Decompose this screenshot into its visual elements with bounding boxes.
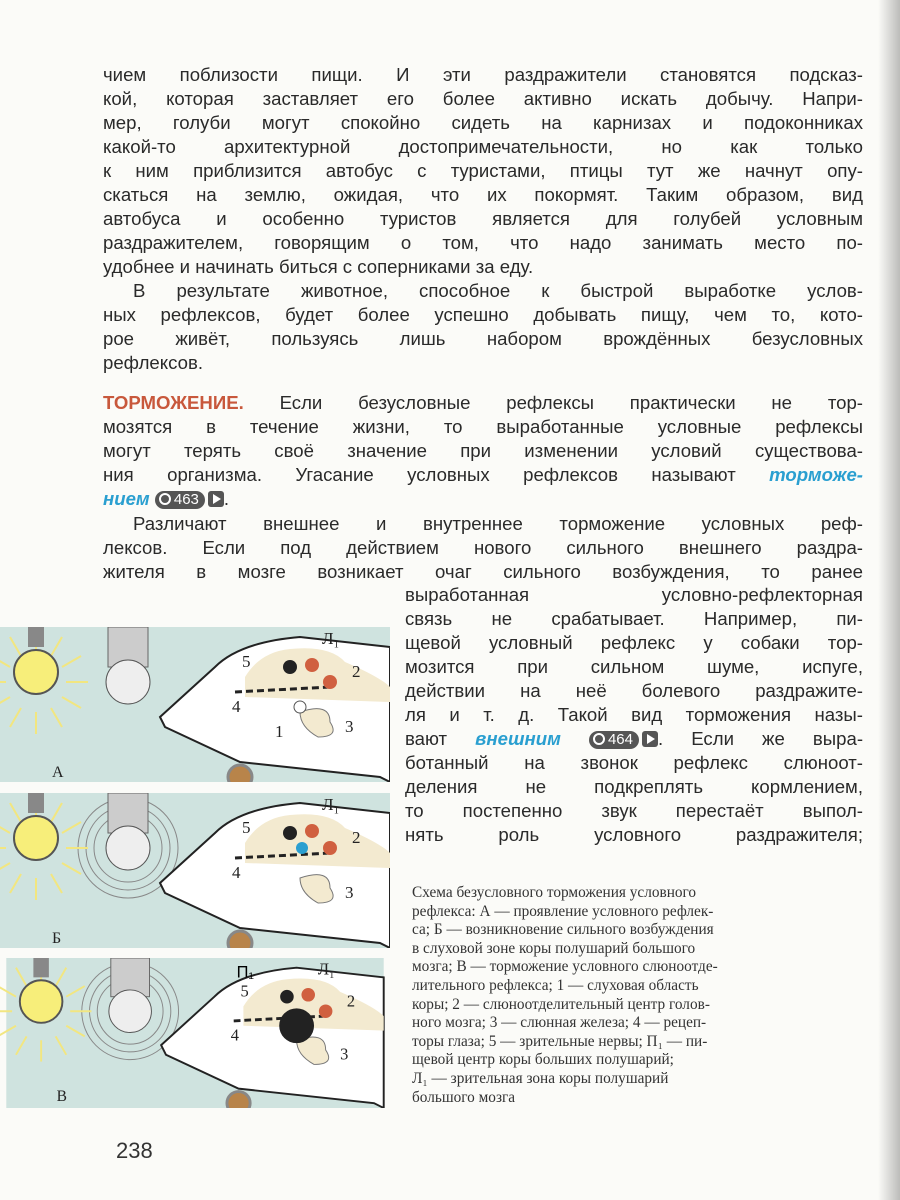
- text-line: удобнее и начинать биться с соперниками за еду.: [103, 256, 534, 277]
- label-5: 5: [242, 818, 251, 837]
- text-line: выработанная условно-рефлекторная: [405, 584, 863, 605]
- reference-badge[interactable]: [589, 731, 639, 749]
- figure-caption: [412, 884, 862, 1107]
- text-line: Различают внешнее и внутреннее торможение условных реф-: [133, 513, 863, 534]
- caption-line: в слуховой зоне коры полушарий большого: [412, 939, 696, 957]
- text-line: нять роль условного раздражителя;: [405, 824, 863, 845]
- caption-line: большого мозга: [412, 1088, 516, 1106]
- text-line: чием поблизости пищи. И эти раздражители становятся подсказ-: [103, 64, 863, 85]
- text-line: какой-то архитектурной достопримечательности, но как только: [103, 136, 863, 157]
- play-icon[interactable]: [642, 731, 658, 747]
- label-2: 2: [352, 828, 361, 847]
- label-l1: Л₁: [317, 959, 335, 979]
- label-3: 3: [340, 1044, 349, 1064]
- text-line: связь не срабатывает. Например, пи-: [405, 608, 863, 629]
- caption-line: Схема безусловного торможения условного: [412, 884, 697, 901]
- label-4: 4: [232, 863, 241, 882]
- text: вают: [405, 728, 448, 749]
- text: .: [223, 488, 230, 509]
- label-4: 4: [232, 697, 241, 716]
- disc-icon: [593, 733, 605, 745]
- food-center-excitation: [279, 1008, 314, 1043]
- text-line: ля и т. д. Такой вид торможения назы-: [405, 704, 863, 725]
- ref-number: 464: [607, 731, 633, 748]
- text-line: скаться на землю, ожидая, что их покормят. Таким образом, вид: [103, 184, 863, 205]
- text-line: В результате животное, способное к быстрой выработке услов-: [133, 280, 863, 301]
- caption-line: торы глаза; 5 — зрительные нервы; П₁ — пи-: [412, 1032, 708, 1050]
- text-line: ных рефлексов, будет более успешно добывать пищу, чем то, кото-: [103, 304, 863, 325]
- label-3: 3: [345, 883, 354, 902]
- text-line: [103, 487, 863, 511]
- text: ния организма. Угасание условных рефлексов называют: [103, 464, 736, 485]
- caption-line: рефлекса: А — проявление условного рефлек-: [412, 902, 714, 920]
- term-link[interactable]: нием: [103, 488, 150, 509]
- text: Если безусловные рефлексы практически не тор-: [279, 392, 863, 413]
- page-number: 238: [116, 1138, 153, 1163]
- term-link[interactable]: торможе-: [769, 464, 863, 485]
- label-p1: П₁: [236, 963, 254, 982]
- caption-line: мозга; В — торможение условного слюноотде-: [412, 958, 718, 976]
- label-l1: Л₁: [322, 795, 340, 814]
- caption-line: лительного рефлекса; 1 — слуховая область: [412, 976, 699, 994]
- label-2: 2: [352, 662, 361, 681]
- caption-line: са; Б — возникновение сильного возбуждения: [412, 921, 714, 939]
- text-line: то постепенно звук перестаёт выпол-: [405, 800, 863, 821]
- caption-line: коры; 2 — слюноотделительный центр голов-: [412, 995, 710, 1013]
- label-2: 2: [346, 991, 356, 1011]
- panel-letter: В: [56, 1088, 67, 1106]
- page-gutter-shadow: [878, 0, 900, 1200]
- text-line: щевой условный рефлекс у собаки тор-: [405, 632, 863, 653]
- text-line: мозится при сильном шуме, испуге,: [405, 656, 863, 677]
- label-5: 5: [240, 981, 249, 1001]
- figure-panel-0: [0, 627, 390, 787]
- label-4: 4: [230, 1025, 240, 1045]
- text-line: жителя в мозге возникает очаг сильного возбуждения, то ранее: [103, 561, 863, 582]
- bell-icon: [106, 627, 150, 704]
- section-heading: ТОРМОЖЕНИЕ.: [103, 392, 244, 413]
- text-line: деления не подкреплять кормлением,: [405, 776, 863, 797]
- disc-icon: [159, 493, 171, 505]
- figure-panel-1: [0, 793, 390, 953]
- text-line: действии на неё болевого раздражите-: [405, 680, 863, 701]
- text-line: [405, 727, 863, 751]
- text-line: рое живёт, пользуясь лишь набором врождённых безусловных: [103, 328, 863, 349]
- label-3: 3: [345, 717, 354, 736]
- label-l1: Л₁: [322, 629, 340, 648]
- text-line: к ним приблизится автобус с туристами, птицы тут же начнут опу-: [103, 160, 863, 181]
- text-line: рефлексов.: [103, 352, 203, 373]
- text-line: раздражителем, говорящим о том, что надо занимать место по-: [103, 232, 863, 253]
- text-line: мозятся в течение жизни, то выработанные условные рефлексы: [103, 416, 863, 437]
- term-link[interactable]: внешним: [475, 728, 561, 749]
- play-icon[interactable]: [208, 491, 224, 507]
- caption-line: щевой центр коры больших полушарий;: [412, 1051, 674, 1069]
- caption-line: Л₁ — зрительная зона коры полушарий: [412, 1069, 669, 1087]
- panel-letter: А: [52, 764, 64, 781]
- text-line: ботанный на звонок рефлекс слюноот-: [405, 752, 863, 773]
- ref-number: 463: [173, 491, 199, 508]
- label-5: 5: [242, 652, 251, 671]
- text-line: кой, которая заставляет его более активно искать добычу. Напри-: [103, 88, 863, 109]
- text: . Если же выра-: [657, 728, 864, 749]
- section-first-line: [103, 391, 863, 415]
- figure-panel-2: [0, 958, 390, 1113]
- bell-icon: [106, 793, 150, 870]
- text-line: автобуса и особенно туристов является для голубей условным: [103, 208, 863, 229]
- label-1: 1: [275, 722, 284, 741]
- panel-letter: Б: [52, 930, 62, 947]
- text-line: [103, 463, 863, 487]
- reference-badge[interactable]: [155, 491, 205, 509]
- text-line: могут терять своё значение при изменении условий существова-: [103, 440, 863, 461]
- caption-line: ного мозга; 3 — слюнная железа; 4 — рецеп-: [412, 1014, 707, 1032]
- text-line: лексов. Если под действием нового сильного внешнего раздра-: [103, 537, 863, 558]
- bell-icon: [109, 958, 152, 1033]
- text-line: мер, голуби могут спокойно сидеть на карнизах и подоконниках: [103, 112, 863, 133]
